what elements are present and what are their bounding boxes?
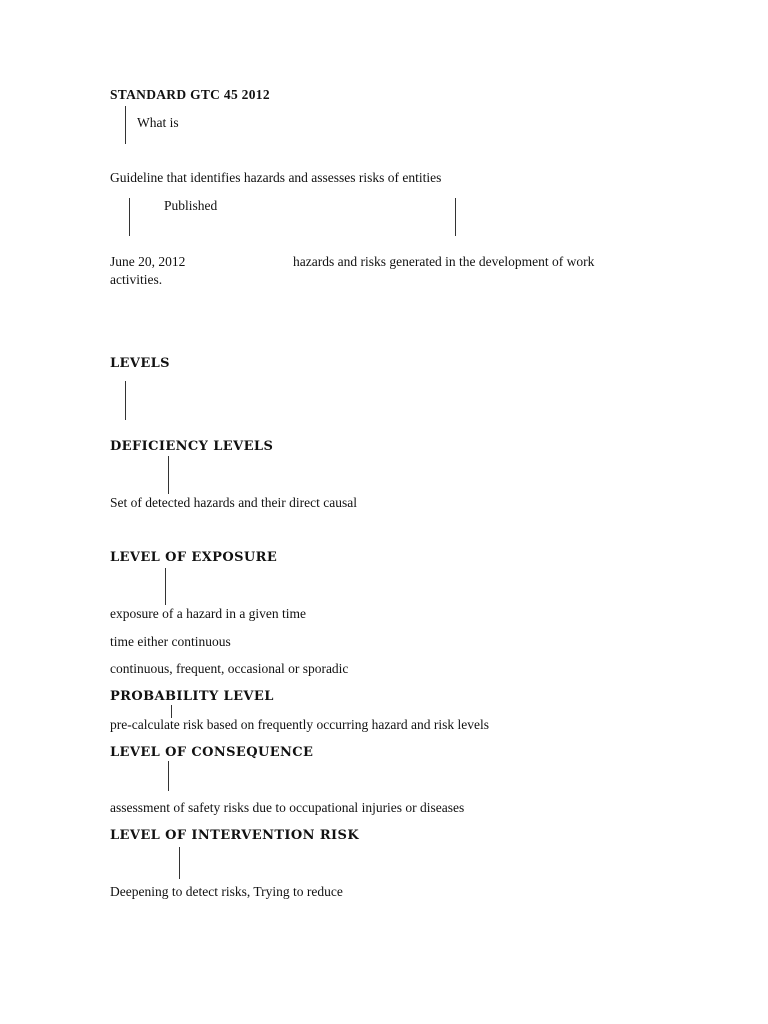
levels-heading: LEVELS <box>110 356 170 371</box>
exposure-heading: LEVEL OF EXPOSURE <box>110 550 278 565</box>
consequence-text: assessment of safety risks due to occupational injuries or diseases <box>110 800 465 815</box>
intervention-text: Deepening to detect risks, Trying to reduce <box>110 884 343 899</box>
connector-line <box>125 381 126 420</box>
document-title: STANDARD GTC 45 2012 <box>110 87 270 102</box>
connector-line <box>165 568 166 605</box>
published-date: June 20, 2012 <box>110 254 186 269</box>
published-label: Published <box>164 198 218 213</box>
deficiency-text: Set of detected hazards and their direct causal <box>110 495 358 510</box>
probability-text: pre-calculate risk based on frequently occurring hazard and risk levels <box>110 717 489 732</box>
deficiency-heading: DEFICIENCY LEVELS <box>110 439 274 454</box>
connector-line <box>125 106 126 144</box>
scope-text-continued: activities. <box>110 272 163 287</box>
exposure-text-2: time either continuous <box>110 634 231 649</box>
connector-line <box>168 761 169 791</box>
connector-line <box>129 198 130 236</box>
exposure-text-1: exposure of a hazard in a given time <box>110 606 307 621</box>
consequence-heading: LEVEL OF CONSEQUENCE <box>110 745 314 760</box>
connector-line <box>179 847 180 879</box>
connector-line <box>455 198 456 236</box>
what-is-label: What is <box>137 115 179 130</box>
probability-heading: PROBABILITY LEVEL <box>110 689 274 704</box>
exposure-text-3: continuous, frequent, occasional or sporadic <box>110 661 349 676</box>
scope-text: hazards and risks generated in the development of work <box>293 254 595 269</box>
intervention-heading: LEVEL OF INTERVENTION RISK <box>110 828 360 843</box>
connector-line <box>168 456 169 494</box>
definition-text: Guideline that identifies hazards and assesses risks of entities <box>110 170 442 185</box>
